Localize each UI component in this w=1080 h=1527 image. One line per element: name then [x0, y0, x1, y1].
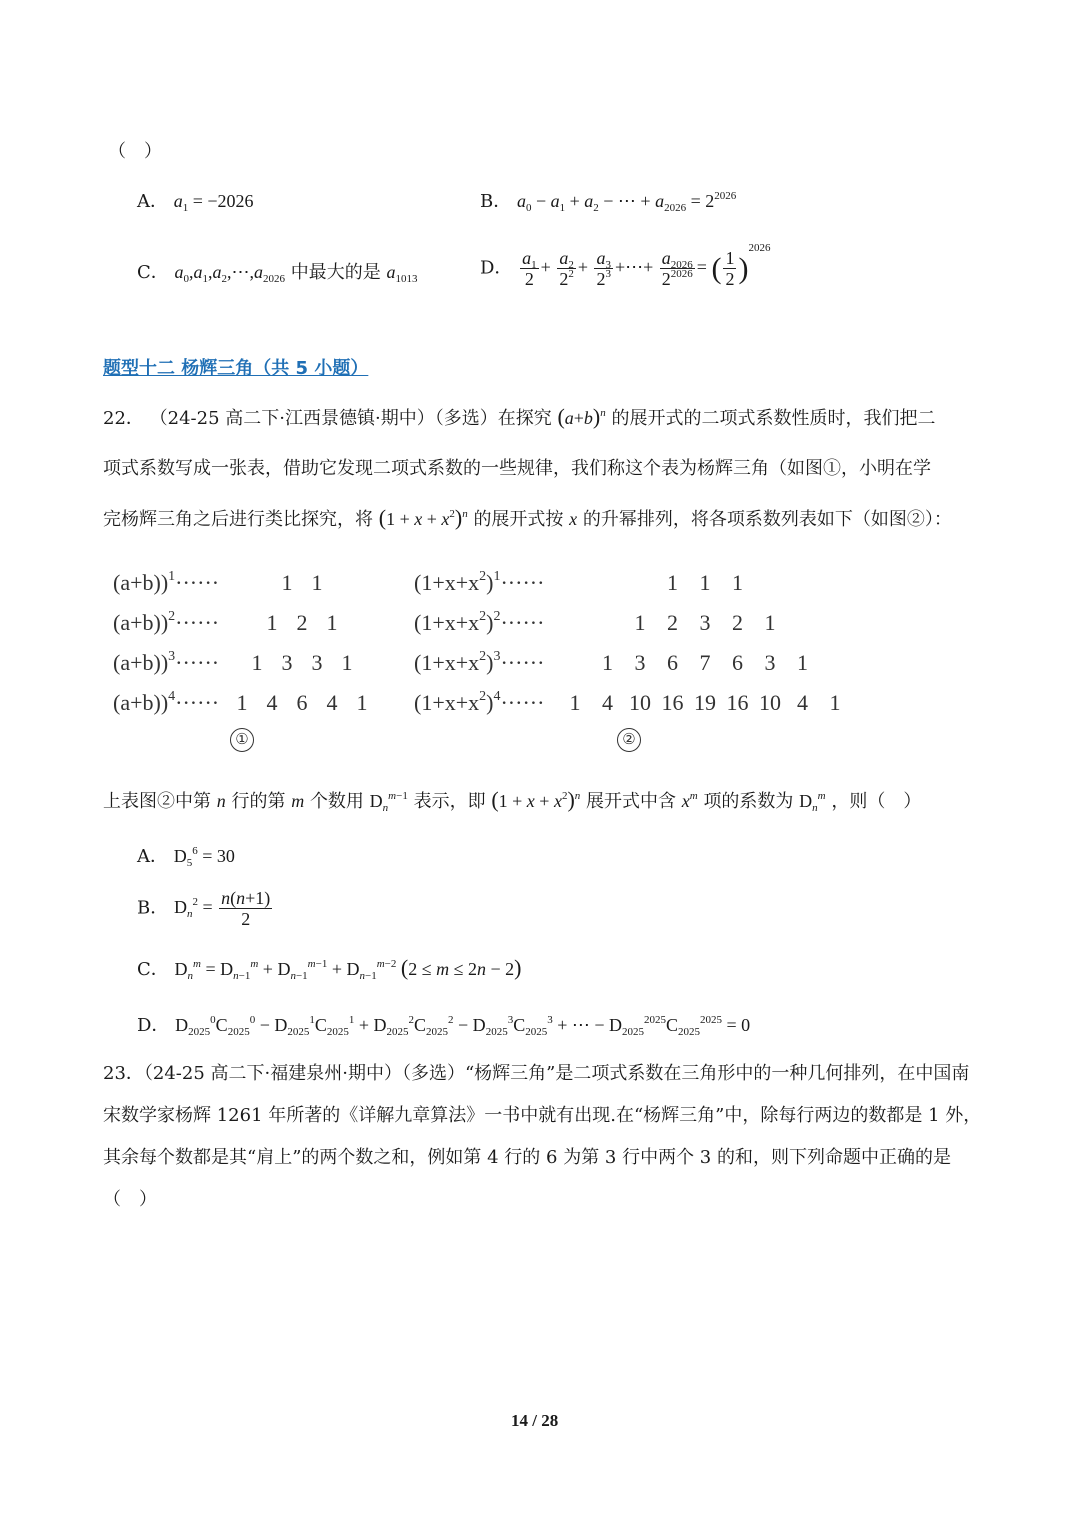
- section-heading: 题型十二 杨辉三角（共 5 小题）: [103, 358, 369, 379]
- q22-text: 的展开式的二项式系数性质时，我们把二: [611, 408, 936, 429]
- trinomial-coefficient: 10: [759, 690, 781, 715]
- option-c-text: 中最大的是: [290, 262, 381, 283]
- stem-text: 项的系数为: [703, 791, 794, 812]
- question-number: 23．: [103, 1063, 144, 1084]
- option-label: D．: [137, 1015, 170, 1036]
- option-label: A．: [137, 846, 168, 867]
- trinomial-coefficient: 1: [732, 570, 743, 595]
- pascal-coefficient: 1: [251, 650, 263, 675]
- pascal-coefficient: 1: [236, 690, 248, 715]
- trinomial-coefficient: 2: [667, 610, 678, 635]
- option-b: B． $a_0 - a_1 + a_2$ − ⋯ + $a_{2026} = 2^{2026}$: [480, 190, 737, 214]
- option-c: C． $a_0,a_1,a_2,\cdots,a_{2026}$ 中最大的是 $a_{1013}$: [137, 262, 418, 285]
- option-a: A． $a_1 = -2026$: [137, 191, 254, 214]
- trinomial-coefficient: 7: [699, 650, 711, 675]
- pascal-coefficient: 4: [326, 690, 338, 715]
- pascal-coefficient: 1: [356, 690, 368, 715]
- pascal-coefficient: 1: [266, 610, 278, 635]
- trinomial-coefficient: 1: [764, 610, 776, 635]
- figure-label-1: ①: [230, 728, 254, 752]
- pascal-coefficient: 3: [281, 650, 293, 675]
- q23: [103, 1053, 983, 1221]
- q22-line3: 完杨辉三角之后进行类比探究，将 $(1 + x + x^2)^n$ 的展开式按 x 的升幂排列，将各项系数列表如下（如图②）：: [103, 505, 952, 530]
- trinomial-coefficient: 3: [764, 650, 776, 675]
- trinomial-coefficient: 1: [829, 690, 841, 715]
- option-label: B．: [480, 191, 512, 212]
- trinomial-coefficient: 3: [699, 610, 711, 635]
- option-label: D．: [480, 257, 513, 279]
- pascal-row-expression: (a+b))$^2$······: [113, 609, 220, 635]
- q23-text: （24-25 高二下·福建泉州·期中）（多选）“杨辉三角”是二项式系数在三角形中的一种几何排列，在中国南宋数学家杨辉 1261 年所著的《详解九章算法》一书中就有出现.在“杨辉三角”中，除每行两边的数都是 1 外，其余每个数都是其“肩上”的两个数之和，例如第 4 行的 6 为第 3 行中两个 3 的和，则下列命题中正确的是（ ）: [103, 1063, 982, 1210]
- pascal-coefficient: 1: [341, 650, 353, 675]
- stem-text: ，则（ ）: [831, 791, 922, 812]
- trinomial-coefficient: 2: [732, 610, 743, 635]
- q22-stem: 上表图②中第 n 行的第 m 个数用 $D_n^{m-1}$ 表示，即 $(1 + x + x^2)^n$ 展开式中含 $x^m$ 项的系数为 $D_n^m$ ，则（ ）: [103, 787, 922, 814]
- q22-text: 的升幂排列，将各项系数列表如下（如图②）：: [582, 509, 952, 530]
- option-label: A．: [137, 191, 168, 212]
- trinomial-row-expression: $(1+x+x^2)^4\cdot\cdot\cdot\cdot\cdot\cdot$: [414, 689, 545, 715]
- q22-line2: 项式系数写成一张表，借助它发现二项式系数的一些规律，我们称这个表为杨辉三角（如图①，小明在学: [103, 458, 931, 479]
- pascal-coefficient: 2: [296, 610, 308, 635]
- stem-text: 个数用: [309, 791, 364, 812]
- trinomial-coefficient: 1: [699, 570, 711, 595]
- trinomial-coefficient: 3: [634, 650, 646, 675]
- answer-parentheses: （ ）: [108, 141, 162, 162]
- trinomial-row-expression: $(1+x+x^2)^1\cdot\cdot\cdot\cdot\cdot\cdot$: [414, 569, 545, 595]
- option-d: D． $\frac{a_1}{2}$ + $\frac{a_2}{2^2}$ + $\frac{a_3}{2^3}$ +⋯+ $\frac{a_{2026}}{2^{2026}}$ = ( $\frac{1}{2}$ )$^{2026}$: [480, 242, 771, 290]
- question-number: 22．: [103, 408, 144, 429]
- stem-text: 行的第: [231, 791, 286, 812]
- q22-option-b: B． $D_n^2$ = $\frac{n(n+1)}{2}$: [137, 888, 271, 929]
- trinomial-coefficient: 19: [694, 690, 716, 715]
- trinomial-coefficient: 1: [602, 650, 613, 675]
- trinomial-coefficient: 4: [602, 690, 613, 715]
- option-label: C．: [137, 262, 169, 283]
- trinomial-row-expression: $(1+x+x^2)^3\cdot\cdot\cdot\cdot\cdot\cdot$: [414, 649, 545, 675]
- stem-text: 上表图②中第: [103, 791, 211, 812]
- trinomial-row-expression: $(1+x+x^2)^2\cdot\cdot\cdot\cdot\cdot\cdot$: [414, 609, 545, 635]
- trinomial-coefficient: 1: [797, 650, 808, 675]
- pascal-coefficient: 1: [326, 610, 338, 635]
- figure-label-2: ②: [617, 728, 641, 752]
- q22-option-d: D． $D_{2025}^0C_{2025}^0 - D_{2025}^1C_{2025}^1 + D_{2025}^2C_{2025}^2 - D_{2025}^3C_{2025}^3$ + ⋯ − $D_{2025}^{2025}C_{2025}^{2025} = 0$: [137, 1014, 751, 1038]
- stem-text: 展开式中含: [586, 791, 677, 812]
- q22-text: 完杨辉三角之后进行类比探究，将: [103, 509, 373, 530]
- pascal-coefficient: 3: [311, 650, 323, 675]
- pascal-row-expression: (a+b))$^1$······: [113, 569, 220, 595]
- trinomial-coefficient: 6: [732, 650, 743, 675]
- page-number: 14 / 28: [511, 1411, 559, 1430]
- pascal-coefficient: 4: [266, 690, 278, 715]
- pascal-coefficient: 1: [281, 570, 293, 595]
- pascal-row-expression: (a+b))$^4$······: [113, 689, 220, 715]
- pascal-row-expression: (a+b))$^3$······: [113, 649, 220, 675]
- pascal-coefficient: 1: [311, 570, 323, 595]
- q22-line1: 22． （24-25 高二下·江西景德镇·期中）（多选）在探究 $(a+b)^n$ 的展开式的二项式系数性质时，我们把二: [103, 404, 936, 429]
- trinomial-coefficient: 16: [661, 690, 684, 715]
- trinomial-coefficient: 1: [667, 570, 678, 595]
- trinomial-coefficient: 1: [634, 610, 646, 635]
- pascal-coefficient: 6: [296, 690, 308, 715]
- trinomial-coefficient: 1: [569, 690, 581, 715]
- option-label: B．: [137, 897, 169, 919]
- trinomial-coefficient: 10: [629, 690, 651, 715]
- stem-text: 表示，即: [413, 791, 486, 812]
- question-source: （24-25 高二下·江西景德镇·期中）（多选）在探究: [149, 408, 552, 429]
- q22-option-c: C． $D_n^m = D_{n-1}^m + D_{n-1}^{m-1} + D_{n-1}^{m-2}$ (2 ≤ m ≤ 2n − 2): [137, 955, 522, 982]
- trinomial-coefficient: 6: [667, 650, 678, 675]
- option-label: C．: [137, 959, 169, 980]
- q22-text: 的展开式按: [473, 509, 564, 530]
- q22-option-a: A． $D_5^6 = 30$: [137, 845, 235, 869]
- trinomial-coefficient: 4: [797, 690, 808, 715]
- trinomial-coefficient: 16: [726, 690, 749, 715]
